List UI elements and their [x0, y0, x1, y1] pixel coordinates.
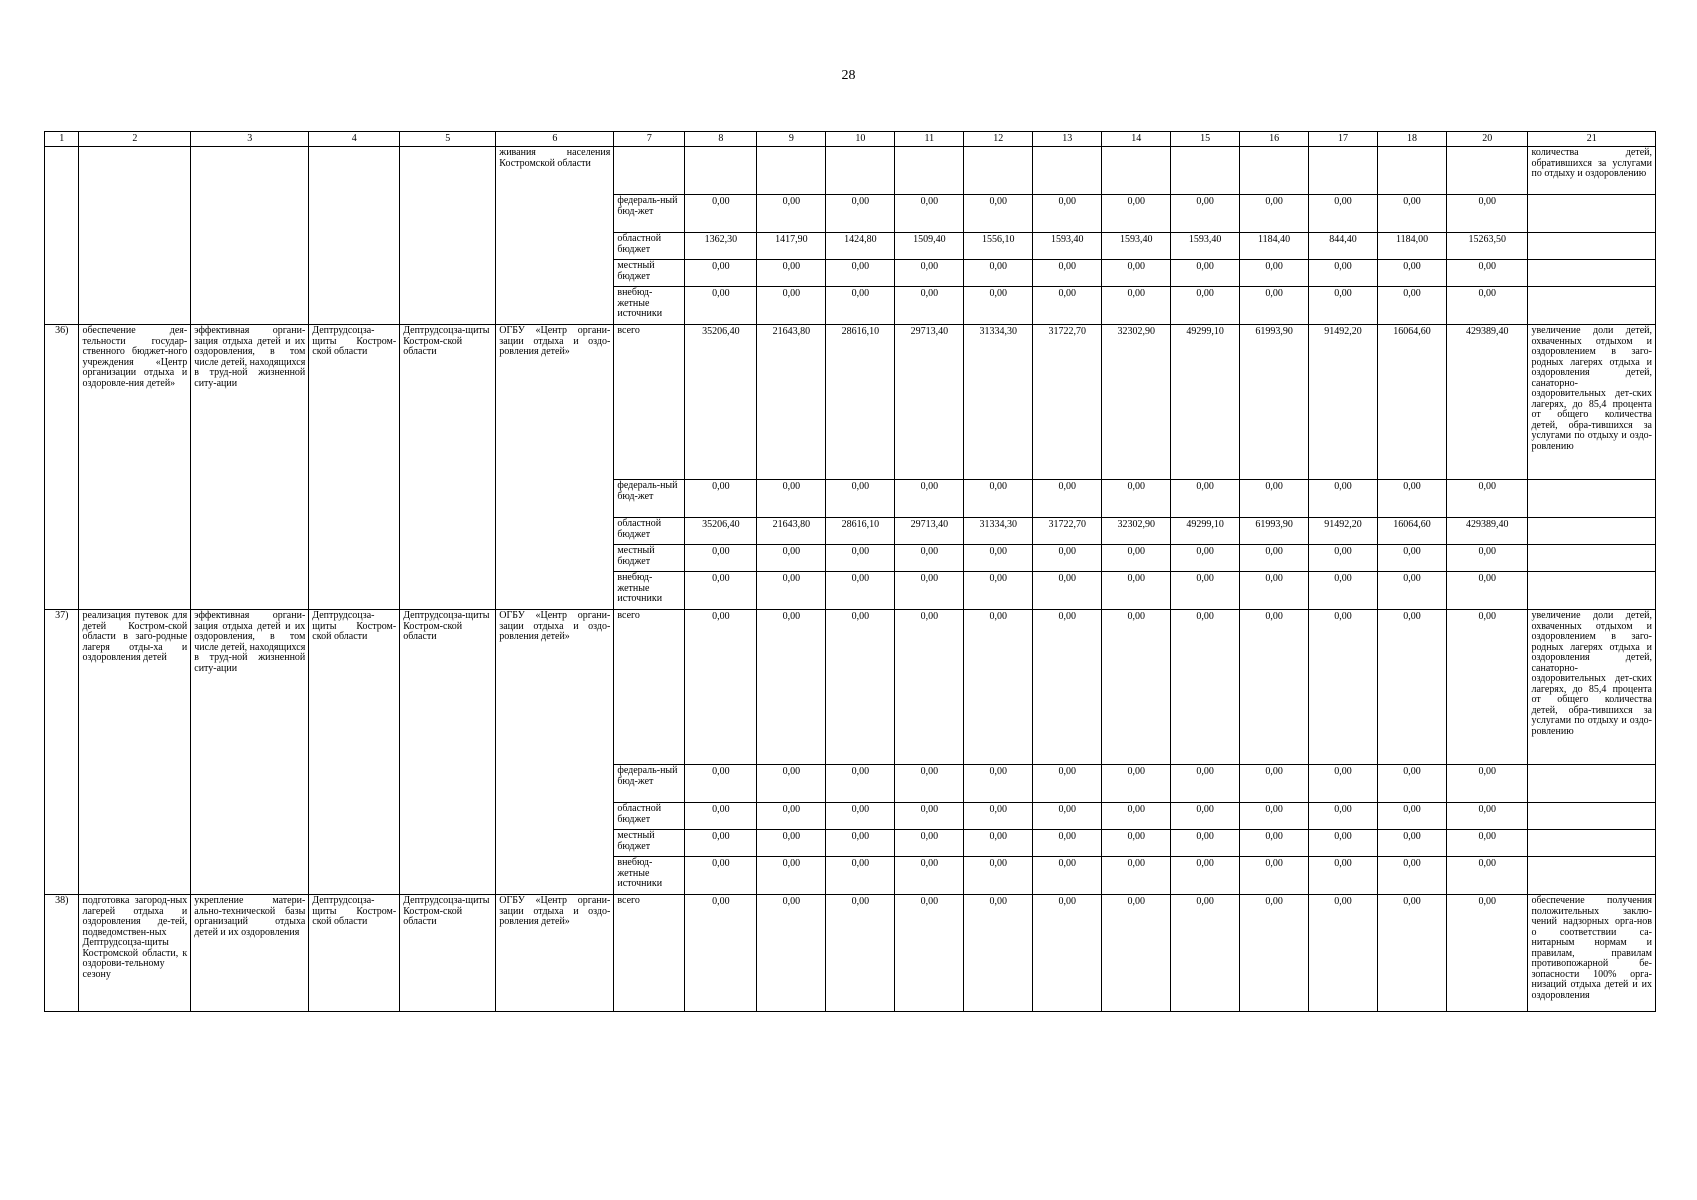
value-cell: 32302,90	[1102, 518, 1171, 545]
value-cell: 0,00	[757, 830, 826, 857]
responsible-cell: Дептрудсоцза-щиты Костром-ской области	[309, 610, 400, 895]
value-cell: 0,00	[1102, 572, 1171, 610]
value-cell: 0,00	[1240, 610, 1309, 765]
header-cell: 8	[685, 132, 757, 147]
funding-source-cell: внебюд-жетные источники	[614, 287, 685, 325]
value-cell: 21643,80	[757, 518, 826, 545]
value-cell: 0,00	[1309, 195, 1378, 233]
value-cell: 0,00	[1102, 287, 1171, 325]
value-cell: 0,00	[826, 195, 895, 233]
value-cell: 49299,10	[1171, 325, 1240, 480]
value-cell: 0,00	[1102, 545, 1171, 572]
value-cell	[1102, 147, 1171, 195]
activity-cell: обеспечение дея-тельности государ-ственного бюджет-ного учреждения «Центр организации отдыха и оздоровле-ния детей»	[79, 325, 191, 610]
value-cell: 0,00	[1171, 287, 1240, 325]
value-cell: 0,00	[1240, 765, 1309, 803]
value-cell: 0,00	[1102, 895, 1171, 1012]
value-cell: 0,00	[1240, 260, 1309, 287]
header-cell: 14	[1102, 132, 1171, 147]
value-cell: 16064,60	[1378, 325, 1447, 480]
header-cell: 9	[757, 132, 826, 147]
value-cell: 0,00	[685, 195, 757, 233]
value-cell: 0,00	[1102, 260, 1171, 287]
header-cell: 20	[1446, 132, 1527, 147]
value-cell: 0,00	[1171, 260, 1240, 287]
value-cell: 61993,90	[1240, 518, 1309, 545]
value-cell: 0,00	[1171, 857, 1240, 895]
value-cell: 91492,20	[1309, 518, 1378, 545]
value-cell: 429389,40	[1446, 325, 1527, 480]
value-cell: 0,00	[1033, 857, 1102, 895]
value-cell: 0,00	[1102, 803, 1171, 830]
coexecutor-cell	[400, 147, 496, 325]
value-cell: 0,00	[685, 830, 757, 857]
value-cell: 0,00	[1378, 765, 1447, 803]
value-cell: 0,00	[1446, 765, 1527, 803]
value-cell: 0,00	[1378, 545, 1447, 572]
value-cell: 0,00	[685, 260, 757, 287]
value-cell: 0,00	[1378, 610, 1447, 765]
value-cell: 0,00	[1171, 545, 1240, 572]
value-cell: 16064,60	[1378, 518, 1447, 545]
value-cell: 0,00	[964, 195, 1033, 233]
header-cell: 2	[79, 132, 191, 147]
value-cell: 1362,30	[685, 233, 757, 260]
value-cell: 31334,30	[964, 518, 1033, 545]
value-cell: 0,00	[895, 857, 964, 895]
funding-source-cell: областной бюджет	[614, 803, 685, 830]
value-cell: 1593,40	[1033, 233, 1102, 260]
value-cell: 0,00	[1240, 803, 1309, 830]
value-cell: 0,00	[1033, 195, 1102, 233]
value-cell: 0,00	[1446, 572, 1527, 610]
value-cell: 844,40	[1309, 233, 1378, 260]
value-cell: 1593,40	[1171, 233, 1240, 260]
value-cell: 0,00	[1446, 287, 1527, 325]
value-cell: 0,00	[826, 572, 895, 610]
budget-table	[44, 131, 1656, 1012]
value-cell: 0,00	[1240, 572, 1309, 610]
value-cell: 1556,10	[964, 233, 1033, 260]
table-row	[45, 147, 1656, 195]
responsible-cell	[309, 147, 400, 325]
header-cell: 17	[1309, 132, 1378, 147]
value-cell: 31722,70	[1033, 518, 1102, 545]
value-cell: 0,00	[1171, 610, 1240, 765]
value-cell: 28616,10	[826, 518, 895, 545]
row-number: 37)	[45, 610, 79, 895]
value-cell: 0,00	[1033, 803, 1102, 830]
value-cell: 32302,90	[1102, 325, 1171, 480]
value-cell: 0,00	[685, 895, 757, 1012]
result-cell	[1528, 572, 1656, 610]
value-cell: 0,00	[895, 895, 964, 1012]
value-cell: 0,00	[1446, 857, 1527, 895]
responsible-cell: Дептрудсоцза-щиты Костром-ской области	[309, 325, 400, 610]
value-cell: 1417,90	[757, 233, 826, 260]
value-cell: 0,00	[964, 287, 1033, 325]
row-number: 38)	[45, 895, 79, 1012]
value-cell: 0,00	[964, 610, 1033, 765]
value-cell: 0,00	[757, 572, 826, 610]
value-cell: 0,00	[1309, 610, 1378, 765]
result-cell	[1528, 287, 1656, 325]
header-cell: 15	[1171, 132, 1240, 147]
header-cell: 12	[964, 132, 1033, 147]
result-cell	[1528, 195, 1656, 233]
value-cell: 0,00	[685, 610, 757, 765]
value-cell: 0,00	[895, 480, 964, 518]
value-cell: 0,00	[1033, 545, 1102, 572]
value-cell: 0,00	[1446, 480, 1527, 518]
value-cell: 0,00	[685, 480, 757, 518]
value-cell: 61993,90	[1240, 325, 1309, 480]
value-cell	[1378, 147, 1447, 195]
value-cell: 0,00	[826, 545, 895, 572]
header-cell: 21	[1528, 132, 1656, 147]
value-cell	[1446, 147, 1527, 195]
value-cell: 0,00	[1309, 480, 1378, 518]
recipient-cell: живания населения Костромской области	[496, 147, 614, 325]
value-cell: 0,00	[1102, 480, 1171, 518]
value-cell: 0,00	[964, 260, 1033, 287]
goal-cell: эффективная органи-зация отдыха детей и их оздоровления, в том числе детей, находящихся в труд-ной жизненной ситу-ации	[191, 325, 309, 610]
value-cell: 0,00	[1171, 572, 1240, 610]
funding-source-cell: местный бюджет	[614, 260, 685, 287]
goal-cell: укрепление матери-ально-технической базы организаций отдыха детей и их оздоровления	[191, 895, 309, 1012]
value-cell: 49299,10	[1171, 518, 1240, 545]
header-cell: 4	[309, 132, 400, 147]
value-cell: 0,00	[1033, 830, 1102, 857]
value-cell: 0,00	[826, 830, 895, 857]
table-header	[45, 132, 1656, 147]
value-cell: 31334,30	[964, 325, 1033, 480]
funding-source-cell: внебюд-жетные источники	[614, 857, 685, 895]
activity-cell: подготовка загород-ных лагерей отдыха и оздоровления де-тей, подведомствен-ных Дептрудсоцза-щиты Костромской области, к оздорови-тельному сезону	[79, 895, 191, 1012]
value-cell: 0,00	[1378, 287, 1447, 325]
recipient-cell: ОГБУ «Центр органи-зации отдыха и оздо-ровления детей»	[496, 325, 614, 610]
value-cell: 0,00	[1309, 545, 1378, 572]
header-row	[45, 132, 1656, 147]
value-cell: 0,00	[826, 610, 895, 765]
result-cell	[1528, 545, 1656, 572]
result-cell	[1528, 830, 1656, 857]
value-cell: 0,00	[757, 610, 826, 765]
result-cell: количества детей, обратившихся за услугами по отдыху и оздоровлению	[1528, 147, 1656, 195]
header-cell: 7	[614, 132, 685, 147]
value-cell: 0,00	[895, 287, 964, 325]
value-cell: 0,00	[1309, 287, 1378, 325]
value-cell: 0,00	[757, 545, 826, 572]
value-cell: 0,00	[895, 765, 964, 803]
value-cell: 0,00	[1309, 895, 1378, 1012]
table-row	[45, 895, 1656, 1012]
value-cell: 0,00	[1102, 765, 1171, 803]
value-cell	[895, 147, 964, 195]
goal-cell	[191, 147, 309, 325]
value-cell: 0,00	[1446, 803, 1527, 830]
value-cell: 0,00	[1102, 857, 1171, 895]
activity-cell: реализация путевок для детей Костром-ской области в заго-родные лагеря отды-ха и оздоровления детей	[79, 610, 191, 895]
value-cell: 29713,40	[895, 518, 964, 545]
value-cell: 0,00	[1240, 287, 1309, 325]
header-cell: 5	[400, 132, 496, 147]
activity-cell	[79, 147, 191, 325]
funding-source-cell: всего	[614, 895, 685, 1012]
value-cell: 0,00	[895, 572, 964, 610]
value-cell: 0,00	[1378, 830, 1447, 857]
result-cell: обеспечение получения положительных заклю-чений надзорных орга-нов о соответствии са-нитарным нормам и правилам, правилам противопожарной бе-зопасности 100% орга-низаций отдыха детей и их оздоровления	[1528, 895, 1656, 1012]
value-cell: 0,00	[757, 765, 826, 803]
value-cell: 0,00	[826, 287, 895, 325]
goal-cell: эффективная органи-зация отдыха детей и их оздоровления, в том числе детей, находящихся в труд-ной жизненной ситу-ации	[191, 610, 309, 895]
value-cell: 0,00	[1378, 260, 1447, 287]
value-cell: 0,00	[1102, 830, 1171, 857]
value-cell: 0,00	[1033, 260, 1102, 287]
value-cell: 0,00	[895, 260, 964, 287]
value-cell: 15263,50	[1446, 233, 1527, 260]
value-cell: 0,00	[685, 572, 757, 610]
value-cell: 0,00	[1102, 195, 1171, 233]
result-cell	[1528, 765, 1656, 803]
value-cell: 1593,40	[1102, 233, 1171, 260]
value-cell	[685, 147, 757, 195]
header-cell: 3	[191, 132, 309, 147]
value-cell: 0,00	[1309, 260, 1378, 287]
result-cell	[1528, 803, 1656, 830]
value-cell: 0,00	[1309, 830, 1378, 857]
value-cell: 0,00	[964, 765, 1033, 803]
value-cell: 0,00	[1446, 260, 1527, 287]
value-cell: 0,00	[1309, 765, 1378, 803]
value-cell: 0,00	[685, 857, 757, 895]
value-cell: 0,00	[1378, 195, 1447, 233]
value-cell: 91492,20	[1309, 325, 1378, 480]
value-cell: 0,00	[826, 857, 895, 895]
value-cell: 0,00	[1378, 895, 1447, 1012]
value-cell: 0,00	[1240, 830, 1309, 857]
header-cell: 13	[1033, 132, 1102, 147]
coexecutor-cell: Дептрудсоцза-щиты Костром-ской области	[400, 325, 496, 610]
funding-source-cell: местный бюджет	[614, 545, 685, 572]
value-cell: 0,00	[1033, 895, 1102, 1012]
value-cell	[757, 147, 826, 195]
value-cell: 0,00	[1378, 803, 1447, 830]
result-cell	[1528, 518, 1656, 545]
value-cell: 0,00	[1240, 895, 1309, 1012]
header-cell: 10	[826, 132, 895, 147]
funding-source-cell: федераль-ный бюд-жет	[614, 480, 685, 518]
result-cell	[1528, 480, 1656, 518]
value-cell	[826, 147, 895, 195]
table-row	[45, 610, 1656, 765]
header-cell: 18	[1378, 132, 1447, 147]
header-cell: 16	[1240, 132, 1309, 147]
value-cell: 0,00	[685, 765, 757, 803]
value-cell: 1184,40	[1240, 233, 1309, 260]
value-cell: 0,00	[895, 545, 964, 572]
value-cell	[1309, 147, 1378, 195]
recipient-cell: ОГБУ «Центр органи-зации отдыха и оздо-ровления детей»	[496, 895, 614, 1012]
table-row	[45, 325, 1656, 480]
funding-source-cell: внебюд-жетные источники	[614, 572, 685, 610]
value-cell: 0,00	[685, 287, 757, 325]
coexecutor-cell: Дептрудсоцза-щиты Костром-ской области	[400, 610, 496, 895]
value-cell: 0,00	[1309, 857, 1378, 895]
responsible-cell: Дептрудсоцза-щиты Костром-ской области	[309, 895, 400, 1012]
value-cell: 0,00	[964, 480, 1033, 518]
value-cell	[1240, 147, 1309, 195]
value-cell: 0,00	[895, 803, 964, 830]
result-cell	[1528, 233, 1656, 260]
value-cell: 0,00	[895, 610, 964, 765]
funding-source-cell: федераль-ный бюд-жет	[614, 765, 685, 803]
funding-source-cell: всего	[614, 610, 685, 765]
funding-source-cell: областной бюджет	[614, 518, 685, 545]
value-cell: 0,00	[1309, 803, 1378, 830]
value-cell: 0,00	[1240, 545, 1309, 572]
funding-source-cell	[614, 147, 685, 195]
value-cell: 0,00	[1033, 480, 1102, 518]
value-cell: 0,00	[1446, 610, 1527, 765]
value-cell: 1184,00	[1378, 233, 1447, 260]
value-cell: 0,00	[964, 895, 1033, 1012]
value-cell: 0,00	[1446, 195, 1527, 233]
header-cell: 11	[895, 132, 964, 147]
value-cell: 0,00	[1171, 480, 1240, 518]
funding-source-cell: местный бюджет	[614, 830, 685, 857]
result-cell: увеличение доли детей, охваченных отдыхом и оздоровлением в заго-родных лагерях отдыха и оздоровления детей, санаторно-оздоровительных дет-ских лагерях, до 85,4 процента от общего количества детей, обра-тившихся за услугами по отдыху и оздо-ровлению	[1528, 610, 1656, 765]
value-cell: 0,00	[1446, 545, 1527, 572]
value-cell: 0,00	[685, 803, 757, 830]
value-cell: 0,00	[826, 260, 895, 287]
value-cell: 35206,40	[685, 325, 757, 480]
value-cell: 0,00	[1309, 572, 1378, 610]
funding-source-cell: всего	[614, 325, 685, 480]
value-cell: 21643,80	[757, 325, 826, 480]
value-cell: 0,00	[1171, 803, 1240, 830]
value-cell: 0,00	[757, 260, 826, 287]
value-cell: 0,00	[1171, 195, 1240, 233]
value-cell: 0,00	[964, 545, 1033, 572]
value-cell: 0,00	[826, 765, 895, 803]
value-cell: 28616,10	[826, 325, 895, 480]
value-cell: 0,00	[964, 572, 1033, 610]
result-cell: увеличение доли детей, охваченных отдыхом и оздоровлением в заго-родных лагерях отдыха и оздоровления детей, санаторно-оздоровительных дет-ских лагерях, до 85,4 процента от общего количества детей, обра-тившихся за услугами по отдыху и оздо-ровлению	[1528, 325, 1656, 480]
value-cell: 31722,70	[1033, 325, 1102, 480]
value-cell: 0,00	[1033, 287, 1102, 325]
value-cell: 1424,80	[826, 233, 895, 260]
value-cell: 0,00	[1033, 572, 1102, 610]
value-cell	[1171, 147, 1240, 195]
value-cell: 0,00	[685, 545, 757, 572]
value-cell: 0,00	[826, 480, 895, 518]
value-cell: 0,00	[964, 830, 1033, 857]
value-cell: 0,00	[895, 195, 964, 233]
value-cell: 29713,40	[895, 325, 964, 480]
recipient-cell: ОГБУ «Центр органи-зации отдыха и оздо-ровления детей»	[496, 610, 614, 895]
value-cell: 0,00	[1446, 895, 1527, 1012]
header-cell: 6	[496, 132, 614, 147]
value-cell: 1509,40	[895, 233, 964, 260]
value-cell: 0,00	[1446, 830, 1527, 857]
value-cell: 0,00	[895, 830, 964, 857]
header-cell: 1	[45, 132, 79, 147]
table-body	[45, 147, 1656, 1012]
value-cell: 0,00	[1171, 895, 1240, 1012]
value-cell: 0,00	[826, 895, 895, 1012]
value-cell: 0,00	[757, 287, 826, 325]
value-cell: 0,00	[964, 803, 1033, 830]
result-cell	[1528, 260, 1656, 287]
value-cell: 0,00	[1378, 480, 1447, 518]
value-cell: 0,00	[1240, 480, 1309, 518]
value-cell: 0,00	[1171, 830, 1240, 857]
value-cell: 0,00	[964, 857, 1033, 895]
value-cell: 0,00	[1033, 610, 1102, 765]
value-cell: 0,00	[1378, 857, 1447, 895]
value-cell: 0,00	[1033, 765, 1102, 803]
value-cell: 0,00	[1102, 610, 1171, 765]
value-cell: 0,00	[1240, 195, 1309, 233]
value-cell: 0,00	[757, 195, 826, 233]
value-cell: 0,00	[826, 803, 895, 830]
value-cell: 35206,40	[685, 518, 757, 545]
coexecutor-cell: Дептрудсоцза-щиты Костром-ской области	[400, 895, 496, 1012]
value-cell	[964, 147, 1033, 195]
value-cell: 0,00	[1240, 857, 1309, 895]
value-cell: 429389,40	[1446, 518, 1527, 545]
row-number	[45, 147, 79, 325]
value-cell	[1033, 147, 1102, 195]
value-cell: 0,00	[757, 803, 826, 830]
row-number: 36)	[45, 325, 79, 610]
value-cell: 0,00	[757, 857, 826, 895]
funding-source-cell: федераль-ный бюд-жет	[614, 195, 685, 233]
page-number: 28	[841, 68, 856, 83]
funding-source-cell: областной бюджет	[614, 233, 685, 260]
value-cell: 0,00	[1378, 572, 1447, 610]
value-cell: 0,00	[757, 895, 826, 1012]
value-cell: 0,00	[1171, 765, 1240, 803]
value-cell: 0,00	[757, 480, 826, 518]
result-cell	[1528, 857, 1656, 895]
